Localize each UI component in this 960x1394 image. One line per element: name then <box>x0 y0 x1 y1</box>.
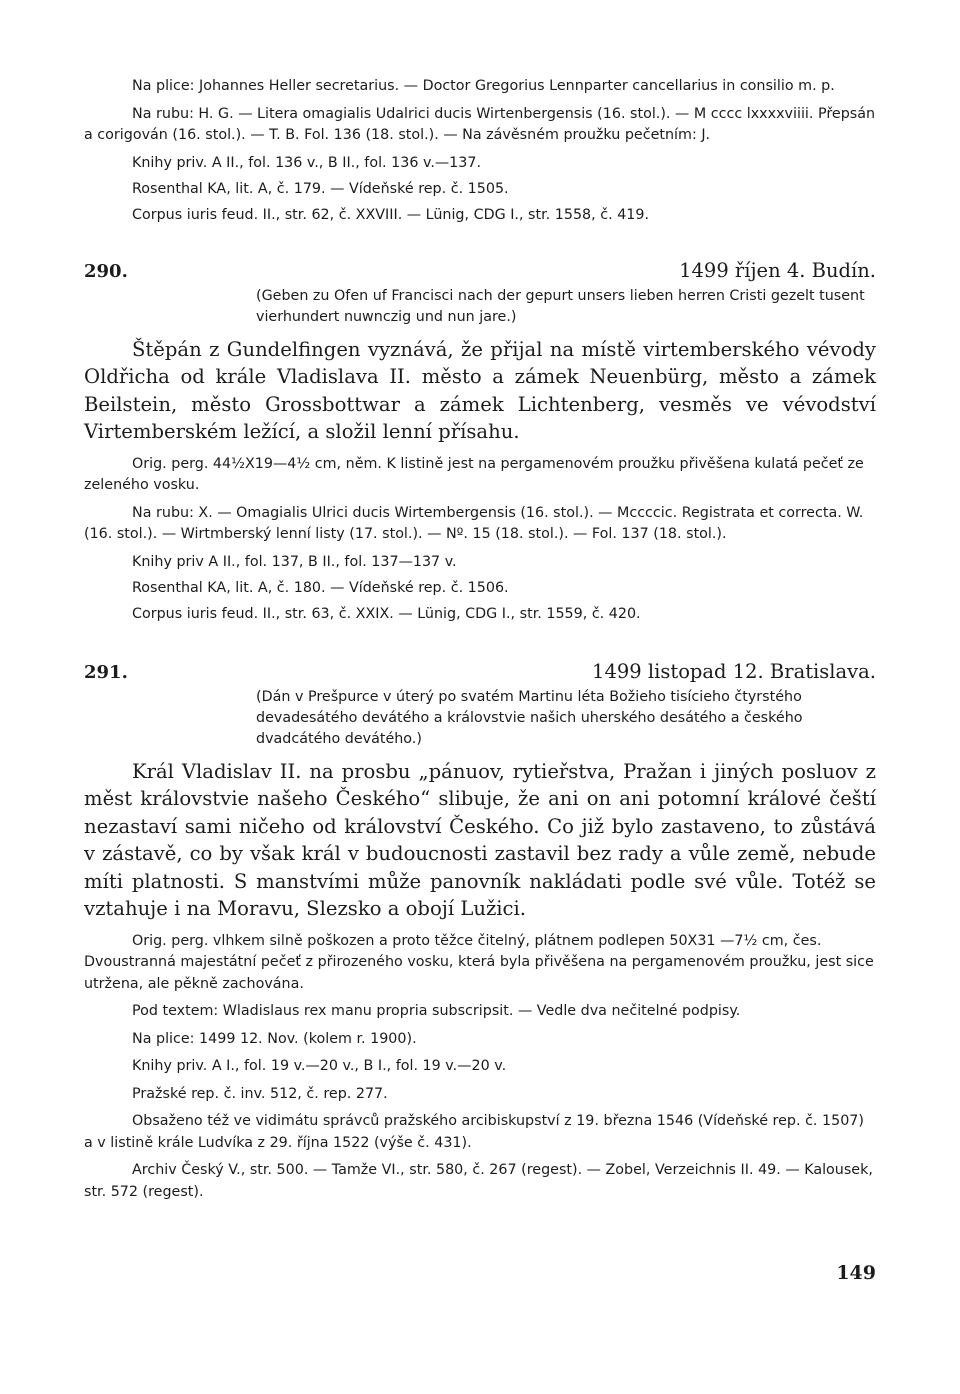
entry-number: 290. <box>84 260 128 282</box>
reference-line: Corpus iuris feud. II., str. 62, č. XXVIII. — Lünig, CDG I., str. 1558, č. 419. <box>132 206 650 223</box>
entry-date: 1499 říjen 4. Budín. <box>679 258 876 282</box>
entry-header <box>84 660 876 683</box>
reference-line: Rosenthal KA, lit. A, č. 179. — Vídeňské rep. č. 1505. <box>132 180 509 197</box>
entry-literature: Archiv Český V., str. 500. — Tamže VI., str. 580, č. 267 (regest). — Zobel, Verzeichnis II. 49. — Kalousek, str. 572 (regest). <box>84 1162 873 1200</box>
entry-original-dating: (Geben zu Ofen uf Francisci nach der gepurt unsers lieben herren Cristi gezelt tusent vierhundert nuwnczig und nun jare.) <box>256 287 865 325</box>
entry-prague-rep: Pražské rep. č. inv. 512, č. rep. 277. <box>132 1085 388 1102</box>
page-number: 149 <box>836 1262 876 1284</box>
entry-291 <box>84 660 876 1204</box>
entry-number: 291. <box>84 661 128 683</box>
entry-vidimus-note: Obsaženo též ve vidimátu správců pražského arcibiskupství z 19. března 1546 (Vídeňské rep. č. 1507) a v listině krále Ludvíka z 29. října 1522 (výše č. 431). <box>84 1113 864 1151</box>
entry-original-dating: (Dán v Prešpurce v úterý po svatém Martinu léta Božieho tisícieho čtyrstého devadesátého devátého a královstvie našich uherského desátého a českého dvadcátého devátého.) <box>256 688 803 747</box>
entry-regest: Štěpán z Gundelfingen vyznává, že přijal na místě virtemberského vévody Oldřicha od krále Vladislava II. město a zámek Neuenbürg, město a zámek Beilstein, město Grossbottwar a zámek Lichtenberg, vesměs ve vévodství Virtemberském ležící, a složil lenní přísahu. <box>84 337 876 443</box>
entry-orig-description: Orig. perg. vlhkem silně poškozen a proto těžce čitelný, plátnem podlepen 50X31 —7½ cm, čes. Dvoustranná majestátní pečeť z přirozeného vosku, která byla přivěšena na pergamenovém proužku, jest sice utržena, ale pěkně zachována. <box>84 932 874 992</box>
entry-header <box>84 259 876 282</box>
top-note-plice: Na plice: Johannes Heller secretarius. — Doctor Gregorius Lennparter cancellarius in consilio m. p. <box>132 78 835 94</box>
entry-privileges-ref: Knihy priv. A I., fol. 19 v.—20 v., B I., fol. 19 v.—20 v. <box>132 1058 507 1074</box>
reference-line: Rosenthal KA, lit. A, č. 180. — Vídeňské rep. č. 1506. <box>132 579 509 596</box>
entry-rubu-note: Na rubu: X. — Omagialis Ulrici ducis Wirtembergensis (16. stol.). — Mccccic. Registrata et correcta. W. (16. stol.). — Wirtmberský lenní listy (17. stol.). — Nº. 15 (18. stol.). — Fol. 137 (18. stol.). <box>84 504 864 542</box>
reference-line: Knihy priv. A II., fol. 136 v., B II., fol. 136 v.—137. <box>132 154 482 171</box>
entry-subscription-note: Pod textem: Wladislaus rex manu propria subscripsit. — Vedle dva nečitelné podpisy. <box>132 1003 741 1019</box>
entry-plice-note: Na plice: 1499 12. Nov. (kolem r. 1900). <box>132 1030 417 1047</box>
entry-290 <box>84 259 876 625</box>
entry-references <box>84 552 876 625</box>
top-references <box>84 153 876 226</box>
entry-regest: Král Vladislav II. na prosbu „pánuov, rytieřstva, Pražan i jiných posluov z měst královstvie našeho Českého“ slibuje, že ani on ani potomní králové čeští nezastaví sami ničeho od království Českého. Co již bylo zastaveno, to zůstává v zástavě, co by však král v budoucnosti zastavil bez rady a vůle země, nebude míti platnosti. S manstvími může panovník nakládati podle své vůle. Totéž se vztahuje i na Moravu, Slezsko a obojí Lužici. <box>84 759 876 920</box>
entry-date: 1499 listopad 12. Bratislava. <box>592 659 876 683</box>
reference-line: Corpus iuris feud. II., str. 63, č. XXIX. — Lünig, CDG I., str. 1559, č. 420. <box>132 605 641 622</box>
top-note-rubu: Na rubu: H. G. — Litera omagialis Udalrici ducis Wirtenbergensis (16. stol.). — M cccc lxxxxviiii. Přepsán a corigován (16. stol.). — T. B. Fol. 136 (18. stol.). — Na závěsném proužku pečetním: J. <box>84 105 876 143</box>
entry-orig-description: Orig. perg. 44½X19—4½ cm, něm. K listině jest na pergamenovém proužku přivěšena kulatá pečeť ze zeleného vosku. <box>84 455 864 493</box>
reference-line: Knihy priv A II., fol. 137, B II., fol. 137—137 v. <box>132 553 457 570</box>
